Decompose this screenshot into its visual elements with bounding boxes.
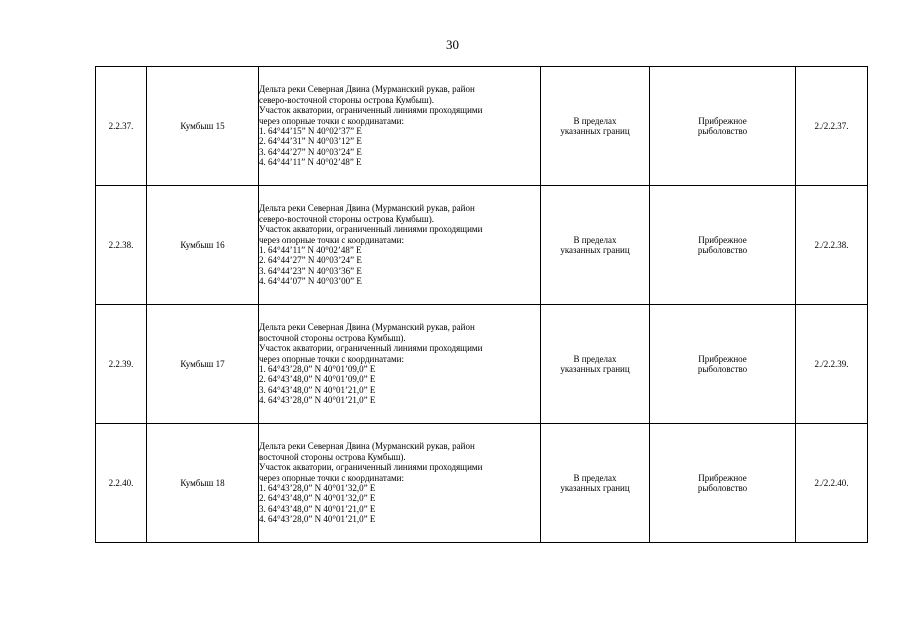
- bounds-line: В пределах: [573, 234, 617, 245]
- area-name: Кумбыш 16: [147, 186, 259, 305]
- row-number: 2.2.37.: [96, 67, 147, 186]
- bounds-line: указанных границ: [560, 483, 630, 493]
- fishing-type-line: рыболовство: [697, 245, 748, 255]
- area-name: Кумбыш 18: [147, 424, 259, 543]
- coordinate-line: 4. 64°44’07” N 40°03’00” E: [259, 276, 362, 287]
- area-description: [259, 305, 541, 424]
- area-reference: 2./2.2.37.: [796, 67, 868, 186]
- description-line: восточной стороны острова Кумбыш).: [259, 332, 406, 343]
- bounds-line: указанных границ: [560, 126, 630, 136]
- row-number: 2.2.39.: [96, 305, 147, 424]
- description-line: северо-восточной стороны острова Кумбыш).: [259, 213, 434, 224]
- fishing-type-line: Прибрежное: [698, 353, 747, 364]
- table-row: [96, 424, 868, 543]
- table-row: [96, 186, 868, 305]
- coordinate-line: 2. 64°44’31” N 40°03’12” E: [259, 136, 362, 147]
- coordinate-line: 1. 64°44’15” N 40°02’37” E: [259, 126, 362, 136]
- bounds-line: В пределах: [573, 115, 617, 126]
- coordinate-line: 3. 64°43’48,0” N 40°01’21,0” E: [259, 384, 376, 395]
- description-line: Участок акватории, ограниченный линиями проходящими: [259, 462, 483, 473]
- coordinate-line: 1. 64°44’11” N 40°02’48” E: [259, 245, 362, 255]
- description-line: Участок акватории, ограниченный линиями проходящими: [259, 224, 483, 235]
- area-bounds: [541, 186, 650, 305]
- coordinate-line: 3. 64°44’27” N 40°03’24” E: [259, 146, 362, 157]
- fishing-type: [650, 186, 796, 305]
- coordinate-line: 4. 64°43’28,0” N 40°01’21,0” E: [259, 395, 376, 406]
- fishing-type-line: Прибрежное: [698, 234, 747, 245]
- bounds-line: указанных границ: [560, 364, 630, 374]
- description-line: Участок акватории, ограниченный линиями проходящими: [259, 343, 483, 354]
- fishing-type-line: рыболовство: [697, 364, 748, 374]
- coordinate-line: 4. 64°44’11” N 40°02’48” E: [259, 157, 362, 168]
- fishing-type: [650, 305, 796, 424]
- bounds-line: В пределах: [573, 353, 617, 364]
- description-line: восточной стороны острова Кумбыш).: [259, 451, 406, 462]
- fishing-areas-table: [95, 66, 868, 543]
- coordinate-line: 2. 64°43’48,0” N 40°01’32,0” E: [259, 493, 376, 504]
- fishing-type-line: Прибрежное: [698, 472, 747, 483]
- description-line: через опорные точки с координатами:: [259, 115, 404, 126]
- fishing-type: [650, 67, 796, 186]
- fishing-type-line: Прибрежное: [698, 115, 747, 126]
- bounds-line: указанных границ: [560, 245, 630, 255]
- area-reference: 2./2.2.38.: [796, 186, 868, 305]
- row-number: 2.2.40.: [96, 424, 147, 543]
- description-line: Дельта реки Северная Двина (Мурманский рукав, район: [259, 84, 475, 95]
- area-name: Кумбыш 17: [147, 305, 259, 424]
- coordinate-line: 2. 64°43’48,0” N 40°01’09,0” E: [259, 374, 376, 385]
- description-line: через опорные точки с координатами:: [259, 353, 404, 364]
- fishing-type-line: рыболовство: [697, 483, 748, 493]
- area-reference: 2./2.2.39.: [796, 305, 868, 424]
- description-line: Дельта реки Северная Двина (Мурманский рукав, район: [259, 441, 475, 452]
- fishing-type: [650, 424, 796, 543]
- coordinate-line: 2. 64°44’27” N 40°03’24” E: [259, 255, 362, 266]
- coordinate-line: 4. 64°43’28,0” N 40°01’21,0” E: [259, 514, 376, 525]
- area-bounds: [541, 67, 650, 186]
- area-bounds: [541, 424, 650, 543]
- area-name: Кумбыш 15: [147, 67, 259, 186]
- coordinate-line: 3. 64°44’23” N 40°03’36” E: [259, 265, 362, 276]
- row-number: 2.2.38.: [96, 186, 147, 305]
- area-description: [259, 67, 541, 186]
- table-row: [96, 305, 868, 424]
- page-number: 30: [446, 37, 459, 52]
- area-description: [259, 424, 541, 543]
- coordinate-line: 1. 64°43’28,0” N 40°01’09,0” E: [259, 364, 376, 374]
- description-line: Дельта реки Северная Двина (Мурманский рукав, район: [259, 322, 475, 333]
- description-line: Дельта реки Северная Двина (Мурманский рукав, район: [259, 203, 475, 214]
- area-description: [259, 186, 541, 305]
- table-row: [96, 67, 868, 186]
- coordinate-line: 3. 64°43’48,0” N 40°01’21,0” E: [259, 503, 376, 514]
- description-line: северо-восточной стороны острова Кумбыш).: [259, 94, 434, 105]
- bounds-line: В пределах: [573, 472, 617, 483]
- description-line: через опорные точки с координатами:: [259, 234, 404, 245]
- fishing-type-line: рыболовство: [697, 126, 748, 136]
- description-line: через опорные точки с координатами:: [259, 472, 404, 483]
- area-bounds: [541, 305, 650, 424]
- coordinate-line: 1. 64°43’28,0” N 40°01’32,0” E: [259, 483, 376, 493]
- area-reference: 2./2.2.40.: [796, 424, 868, 543]
- description-line: Участок акватории, ограниченный линиями проходящими: [259, 105, 483, 116]
